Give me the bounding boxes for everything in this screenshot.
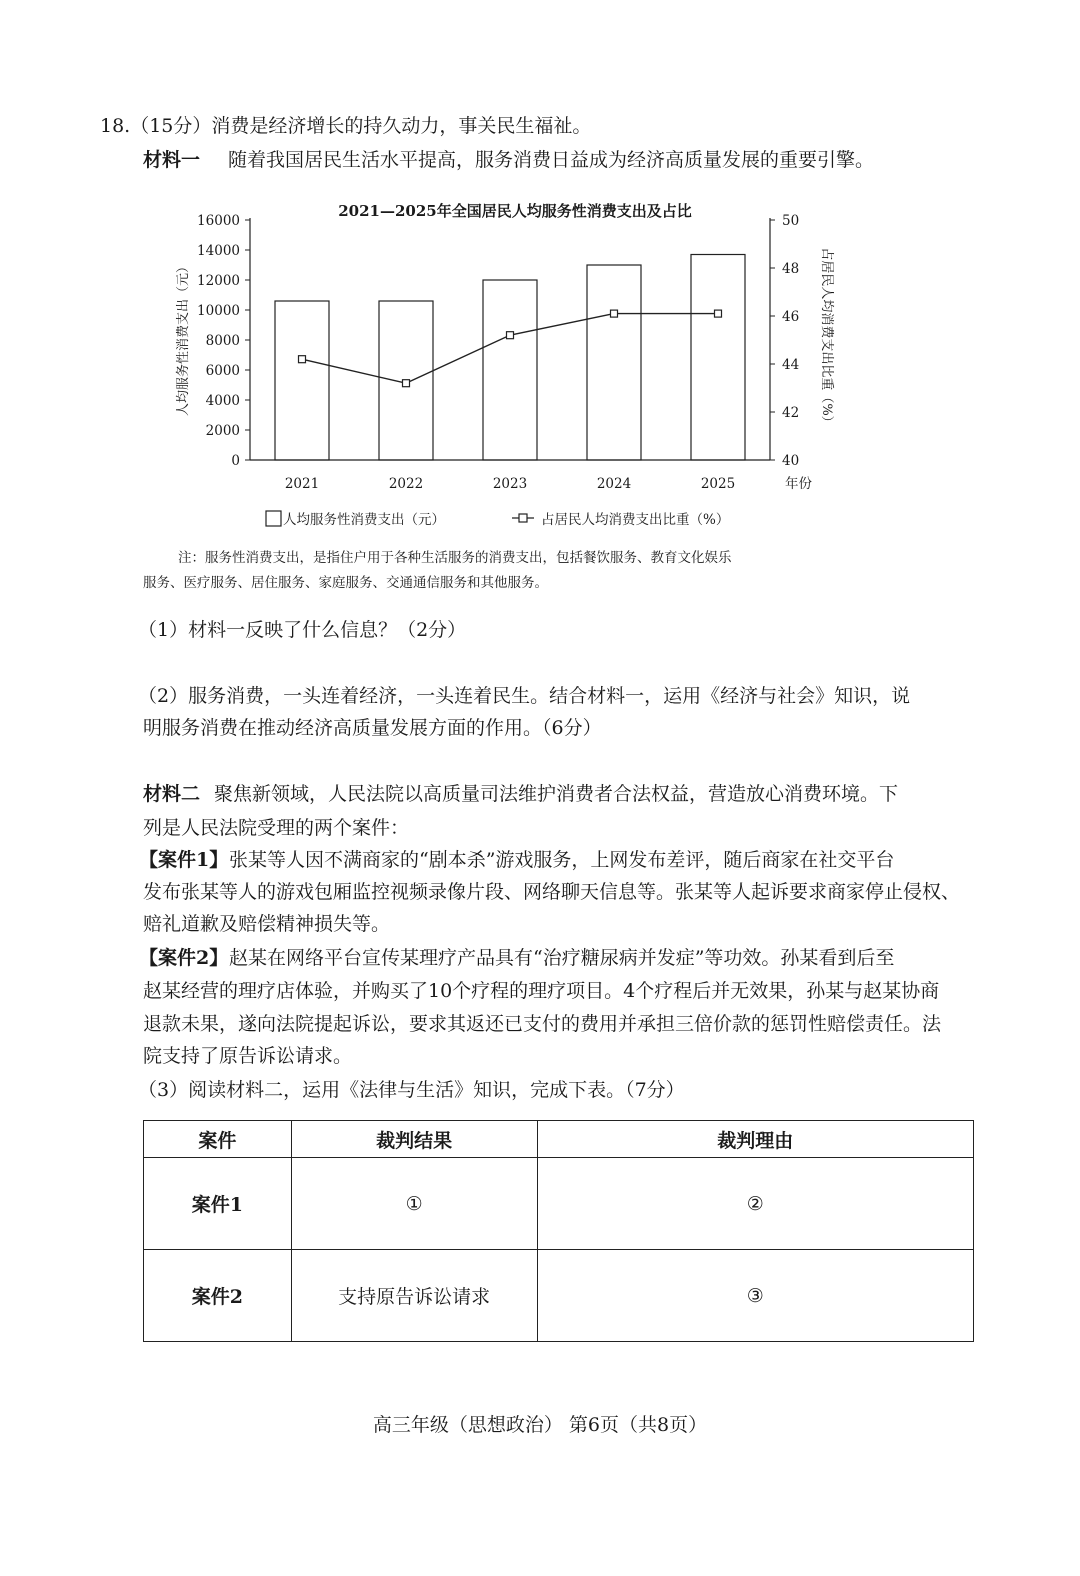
x-tick-label: 2024 [596,476,632,492]
case-1-line3: 赔礼道歉及赔偿精神损失等。 [143,913,391,935]
case-2-line3: 退款未果，遂向法院提起诉讼，要求其返还已支付的费用并承担三倍价款的惩罚性赔偿责任。法 [143,1013,942,1035]
col-header-reason: 裁判理由 [537,1121,973,1158]
right-tick-label: 42 [782,405,800,421]
table-row [144,1250,974,1342]
col-header-case: 案件 [144,1121,292,1158]
left-tick-label: 10000 [197,303,240,319]
right-tick-label: 46 [782,309,800,325]
left-tick-label: 16000 [197,213,240,229]
question-3: （3）阅读材料二，运用《法律与生活》知识，完成下表。（7分） [138,1079,685,1101]
x-tick-label: 2023 [492,476,528,492]
bar-2023 [483,280,537,460]
case-2-result-cell: 支持原告诉讼请求 [291,1250,537,1342]
case-1-result-cell: ① [291,1158,537,1250]
case-2-line2: 赵某经营的理疗店体验，并购买了10个疗程的理疗项目。4个疗程后并无效果，孙某与赵某协商 [143,980,940,1002]
left-tick-label: 14000 [197,243,240,259]
legend-line-marker [519,514,527,522]
legend-bar-swatch [266,511,281,526]
chart-note-line1: 注：服务性消费支出，是指住户用于各种生活服务的消费支出，包括餐饮服务、教育文化娱乐 [178,550,732,566]
question-header: 18.（15分）消费是经济增长的持久动力，事关民生福祉。 [100,115,592,137]
material-one-label: 材料一 [143,149,201,171]
material-two-line2: 列是人民法院受理的两个案件： [143,817,410,839]
case-1-tag: 【案件1】 [139,849,229,871]
page-footer: 高三年级（思想政治） 第6页（共8页） [372,1414,708,1436]
case-1-line2: 发布张某等人的游戏包厢监控视频录像片段、网络聊天信息等。张某等人起诉要求商家停止侵权、 [143,881,961,903]
right-tick-label: 44 [782,357,800,373]
material-two-line1: 聚焦新领域，人民法院以高质量司法维护消费者合法权益，营造放心消费环境。下 [214,783,899,805]
bar-2025 [691,255,745,461]
left-tick-label: 0 [231,453,240,469]
material-two-label: 材料二 [143,783,201,805]
case-2-line4: 院支持了原告诉讼请求。 [143,1045,353,1067]
x-axis-unit: 年份 [785,476,812,492]
case-2-tag: 【案件2】 [139,947,229,969]
left-axis-label: 人均服务性消费支出（元） [176,259,191,417]
point-2024 [611,310,618,317]
point-2022 [403,380,410,387]
right-tick-label: 48 [782,261,800,277]
legend-bar-label: 人均服务性消费支出（元） [283,512,445,528]
table-header-row [144,1121,974,1158]
x-tick-label: 2022 [388,476,424,492]
table-row [144,1158,974,1250]
right-axis-label: 占居民人均消费支出比重（%） [819,247,834,429]
bar-2024 [587,265,641,460]
col-header-result: 裁判结果 [291,1121,537,1158]
left-tick-label: 2000 [205,423,240,439]
material-one-text: 随着我国居民生活水平提高，服务消费日益成为经济高质量发展的重要引擎。 [228,149,875,171]
question-2-line1: （2）服务消费，一头连着经济，一头连着民生。结合材料一，运用《经济与社会》知识，说 [138,685,911,707]
question-2-line2: 明服务消费在推动经济高质量发展方面的作用。（6分） [143,717,602,739]
left-tick-label: 8000 [205,333,240,349]
case-2-line1: 赵某在网络平台宣传某理疗产品具有“治疗糖尿病并发症”等功效。孙某看到后至 [229,947,895,969]
legend-line-label: 占居民人均消费支出比重（%） [541,512,730,528]
case-2-cell: 案件2 [144,1250,292,1342]
case-2-reason-cell: ③ [537,1250,973,1342]
point-2021 [299,356,306,363]
bar-2021 [275,301,329,460]
right-tick-label: 50 [782,213,800,229]
left-tick-label: 4000 [205,393,240,409]
left-tick-label: 6000 [205,363,240,379]
chart-title: 2021—2025年全国居民人均服务性消费支出及占比 [338,202,692,220]
case-1-cell: 案件1 [144,1158,292,1250]
service-consumption-chart [160,190,860,540]
x-tick-label: 2025 [700,476,736,492]
x-tick-label: 2021 [284,476,320,492]
chart-note-line2: 服务、医疗服务、居住服务、家庭服务、交通通信服务和其他服务。 [143,575,548,591]
answer-table [143,1120,974,1342]
case-1-reason-cell: ② [537,1158,973,1250]
case-1-line1: 张某等人因不满商家的“剧本杀”游戏服务，上网发布差评，随后商家在社交平台 [229,849,895,871]
left-tick-label: 12000 [197,273,240,289]
right-tick-label: 40 [782,453,800,469]
question-1: （1）材料一反映了什么信息？（2分） [138,619,467,641]
point-2023 [507,332,514,339]
point-2025 [715,310,722,317]
